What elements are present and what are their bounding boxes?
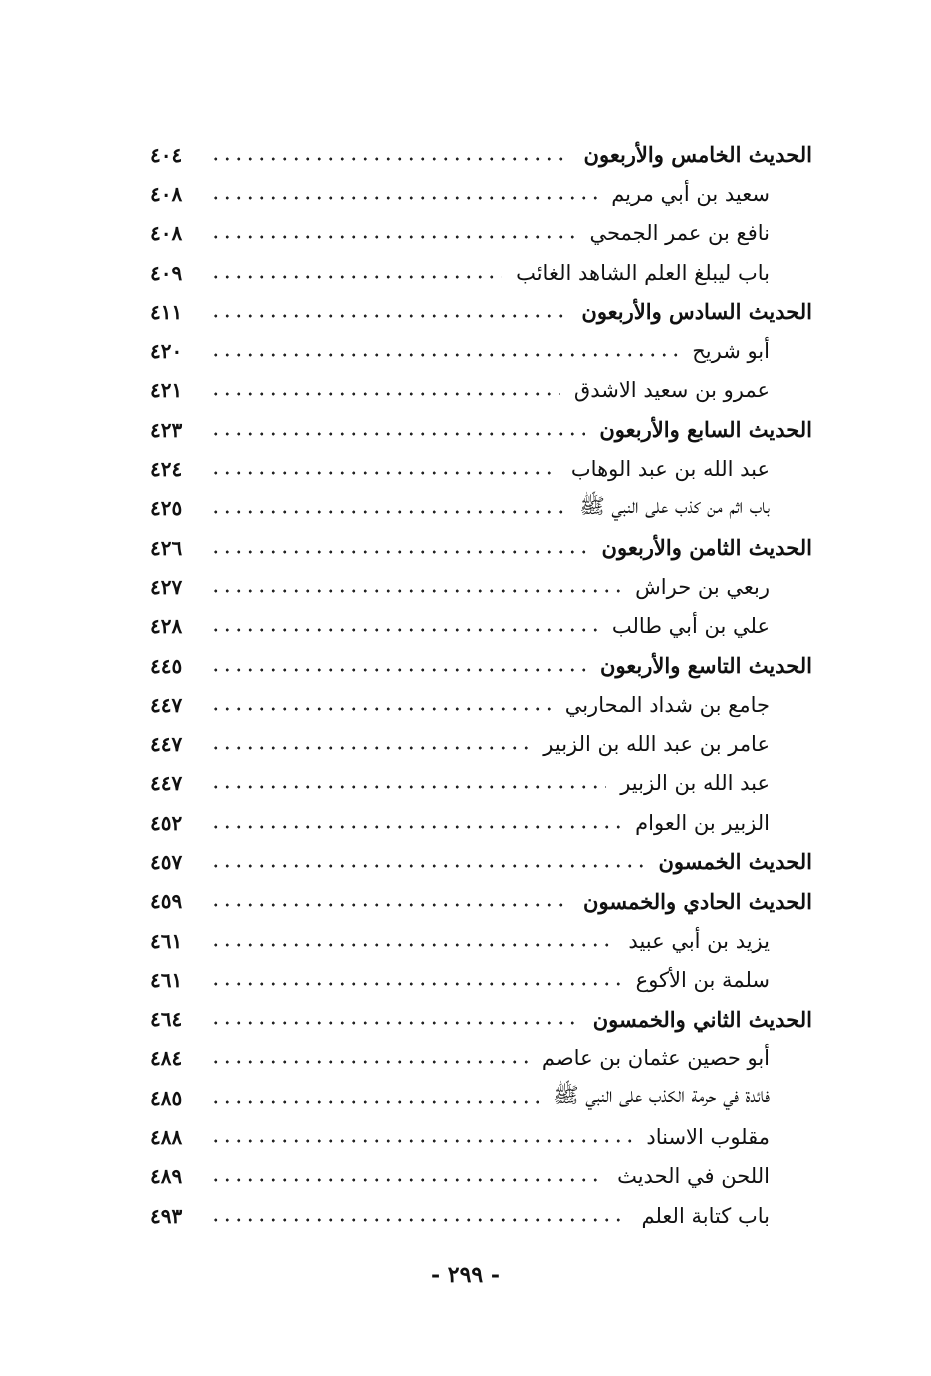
toc-entry-page-number: ٤٦١ <box>150 967 183 992</box>
toc-entry-page-number: ٤٨٥ <box>150 1085 183 1110</box>
toc-subentry <box>150 214 812 253</box>
toc-entry-title: ربعي بن حراش <box>635 574 770 599</box>
toc-subentry <box>150 1039 812 1078</box>
toc-chapter-entry <box>150 842 812 881</box>
dot-leader <box>210 1138 632 1144</box>
toc-entry-page-number: ٤٢٨ <box>150 614 183 639</box>
toc-entry-title: عامر بن عبد الله بن الزبير <box>543 732 770 757</box>
dot-leader <box>210 863 644 869</box>
toc-entry-title: عبد الله بن عبد الوهاب <box>570 457 770 482</box>
toc-entry-title: عمرو بن سعيد الاشدق <box>573 378 770 403</box>
toc-entry-page-number: ٤٤٥ <box>150 653 183 678</box>
toc-subentry <box>150 174 812 213</box>
toc-subentry <box>150 724 812 763</box>
toc-chapter-entry <box>150 292 812 331</box>
dot-leader <box>210 156 570 162</box>
dot-leader <box>210 352 678 358</box>
toc-subentry <box>150 764 812 803</box>
dot-leader <box>210 234 575 240</box>
toc-entry-page-number: ٤٨٨ <box>150 1125 183 1150</box>
toc-entry-title: أبو حصين عثمان بن عاصم <box>541 1046 770 1071</box>
dot-leader <box>210 706 551 712</box>
toc-subentry <box>150 567 812 606</box>
toc-entry-title: نافع بن عمر الجمحي <box>589 221 770 246</box>
toc-entry-title: الحديث الحادي والخمسون <box>583 888 812 914</box>
toc-entry-title: فائدة في حرمة الكذب على النبي ﷺ <box>553 1083 770 1108</box>
toc-subentry <box>150 1196 812 1235</box>
toc-subentry <box>150 685 812 724</box>
toc-subentry <box>150 960 812 999</box>
dot-leader <box>210 1177 603 1183</box>
toc-entry-title: باب ليبلغ العلم الشاهد الغائب <box>516 260 770 285</box>
toc-entry-title: الحديث السابع والأربعون <box>599 417 812 443</box>
toc-entry-title: الحديث الثامن والأربعون <box>601 535 812 561</box>
toc-subentry <box>150 371 812 410</box>
toc-entry-page-number: ٤٤٧ <box>150 771 183 796</box>
toc-subentry <box>150 803 812 842</box>
toc-entry-title: عبد الله بن الزبير <box>620 771 770 796</box>
toc-entry-title: الحديث الثاني والخمسون <box>592 1006 812 1032</box>
toc-entry-title: سلمة بن الأكوع <box>635 967 770 992</box>
toc-entry-page-number: ٤٢٦ <box>150 535 183 560</box>
toc-entry-page-number: ٤٩٣ <box>150 1203 183 1228</box>
toc-chapter-entry <box>150 882 812 921</box>
dot-leader <box>210 784 606 790</box>
table-of-contents <box>150 135 812 1235</box>
dot-leader <box>210 942 614 948</box>
dot-leader <box>210 1099 539 1105</box>
toc-entry-title: اللحن في الحديث <box>617 1164 770 1189</box>
dot-leader <box>210 470 557 476</box>
toc-subentry <box>150 921 812 960</box>
toc-entry-page-number: ٤٢٣ <box>150 417 183 442</box>
dot-leader <box>210 627 598 633</box>
toc-chapter-entry <box>150 528 812 567</box>
toc-entry-title: الزبير بن العوام <box>635 810 770 835</box>
toc-entry-title: جامع بن شداد المحاربي <box>564 692 770 717</box>
toc-subentry <box>150 253 812 292</box>
toc-entry-page-number: ٤٦٤ <box>150 1007 183 1032</box>
toc-entry-page-number: ٤٥٩ <box>150 889 183 914</box>
dot-leader <box>210 824 621 830</box>
dot-leader <box>210 313 567 319</box>
toc-entry-title: الحديث السادس والأربعون <box>581 299 812 325</box>
dot-leader <box>210 509 565 515</box>
toc-subentry <box>150 1157 812 1196</box>
dot-leader <box>210 195 597 201</box>
dot-leader <box>210 391 560 397</box>
dot-leader <box>210 431 585 437</box>
toc-entry-title: يزيد بن أبي عبيد <box>628 928 770 953</box>
toc-subentry <box>150 607 812 646</box>
toc-entry-page-number: ٤٥٧ <box>150 849 183 874</box>
dot-leader <box>210 274 502 280</box>
toc-chapter-entry <box>150 135 812 174</box>
toc-entry-page-number: ٤٢٠ <box>150 339 183 364</box>
toc-entry-page-number: ٤٤٧ <box>150 732 183 757</box>
toc-entry-title: أبو شريح <box>692 339 770 364</box>
toc-subentry <box>150 1078 812 1117</box>
toc-chapter-entry <box>150 410 812 449</box>
toc-entry-page-number: ٤٨٤ <box>150 1046 183 1071</box>
dot-leader <box>210 902 569 908</box>
toc-entry-page-number: ٤١١ <box>150 299 183 324</box>
toc-entry-page-number: ٤٦١ <box>150 928 183 953</box>
toc-entry-page-number: ٤٥٢ <box>150 810 183 835</box>
dot-leader <box>210 981 622 987</box>
toc-entry-page-number: ٤٢٧ <box>150 574 183 599</box>
toc-entry-page-number: ٤٨٩ <box>150 1164 183 1189</box>
toc-entry-page-number: ٤٤٧ <box>150 692 183 717</box>
toc-entry-title: باب اثم من كذب على النبي ﷺ <box>579 493 770 518</box>
toc-subentry <box>150 1117 812 1156</box>
toc-entry-title: الحديث التاسع والأربعون <box>600 653 812 678</box>
toc-entry-title: سعيد بن أبي مريم <box>611 181 770 206</box>
toc-subentry <box>150 449 812 488</box>
toc-entry-page-number: ٤٢٤ <box>150 457 183 482</box>
toc-entry-title: علي بن أبي طالب <box>611 614 770 639</box>
toc-entry-page-number: ٤٢٥ <box>150 496 183 521</box>
toc-subentry <box>150 489 812 528</box>
page-number: - ٢٩٩ - <box>430 1262 501 1288</box>
dot-leader <box>210 588 621 594</box>
toc-chapter-entry <box>150 1000 812 1039</box>
dot-leader <box>210 1059 528 1065</box>
toc-entry-page-number: ٤٠٨ <box>150 181 183 206</box>
dot-leader <box>210 1217 628 1223</box>
dot-leader <box>210 745 529 751</box>
toc-entry-page-number: ٤٠٤ <box>150 142 183 167</box>
toc-entry-title: الحديث الخامس والأربعون <box>583 142 812 168</box>
toc-subentry <box>150 331 812 370</box>
dot-leader <box>210 1020 579 1026</box>
toc-entry-title: باب كتابة العلم <box>641 1203 770 1228</box>
dot-leader <box>210 549 588 555</box>
toc-chapter-entry <box>150 646 812 685</box>
toc-entry-page-number: ٤٢١ <box>150 378 183 403</box>
toc-entry-page-number: ٤٠٩ <box>150 260 183 285</box>
toc-entry-title: مقلوب الاسناد <box>646 1125 770 1150</box>
dot-leader <box>210 667 586 673</box>
toc-entry-page-number: ٤٠٨ <box>150 221 183 246</box>
toc-entry-title: الحديث الخمسون <box>658 849 812 875</box>
